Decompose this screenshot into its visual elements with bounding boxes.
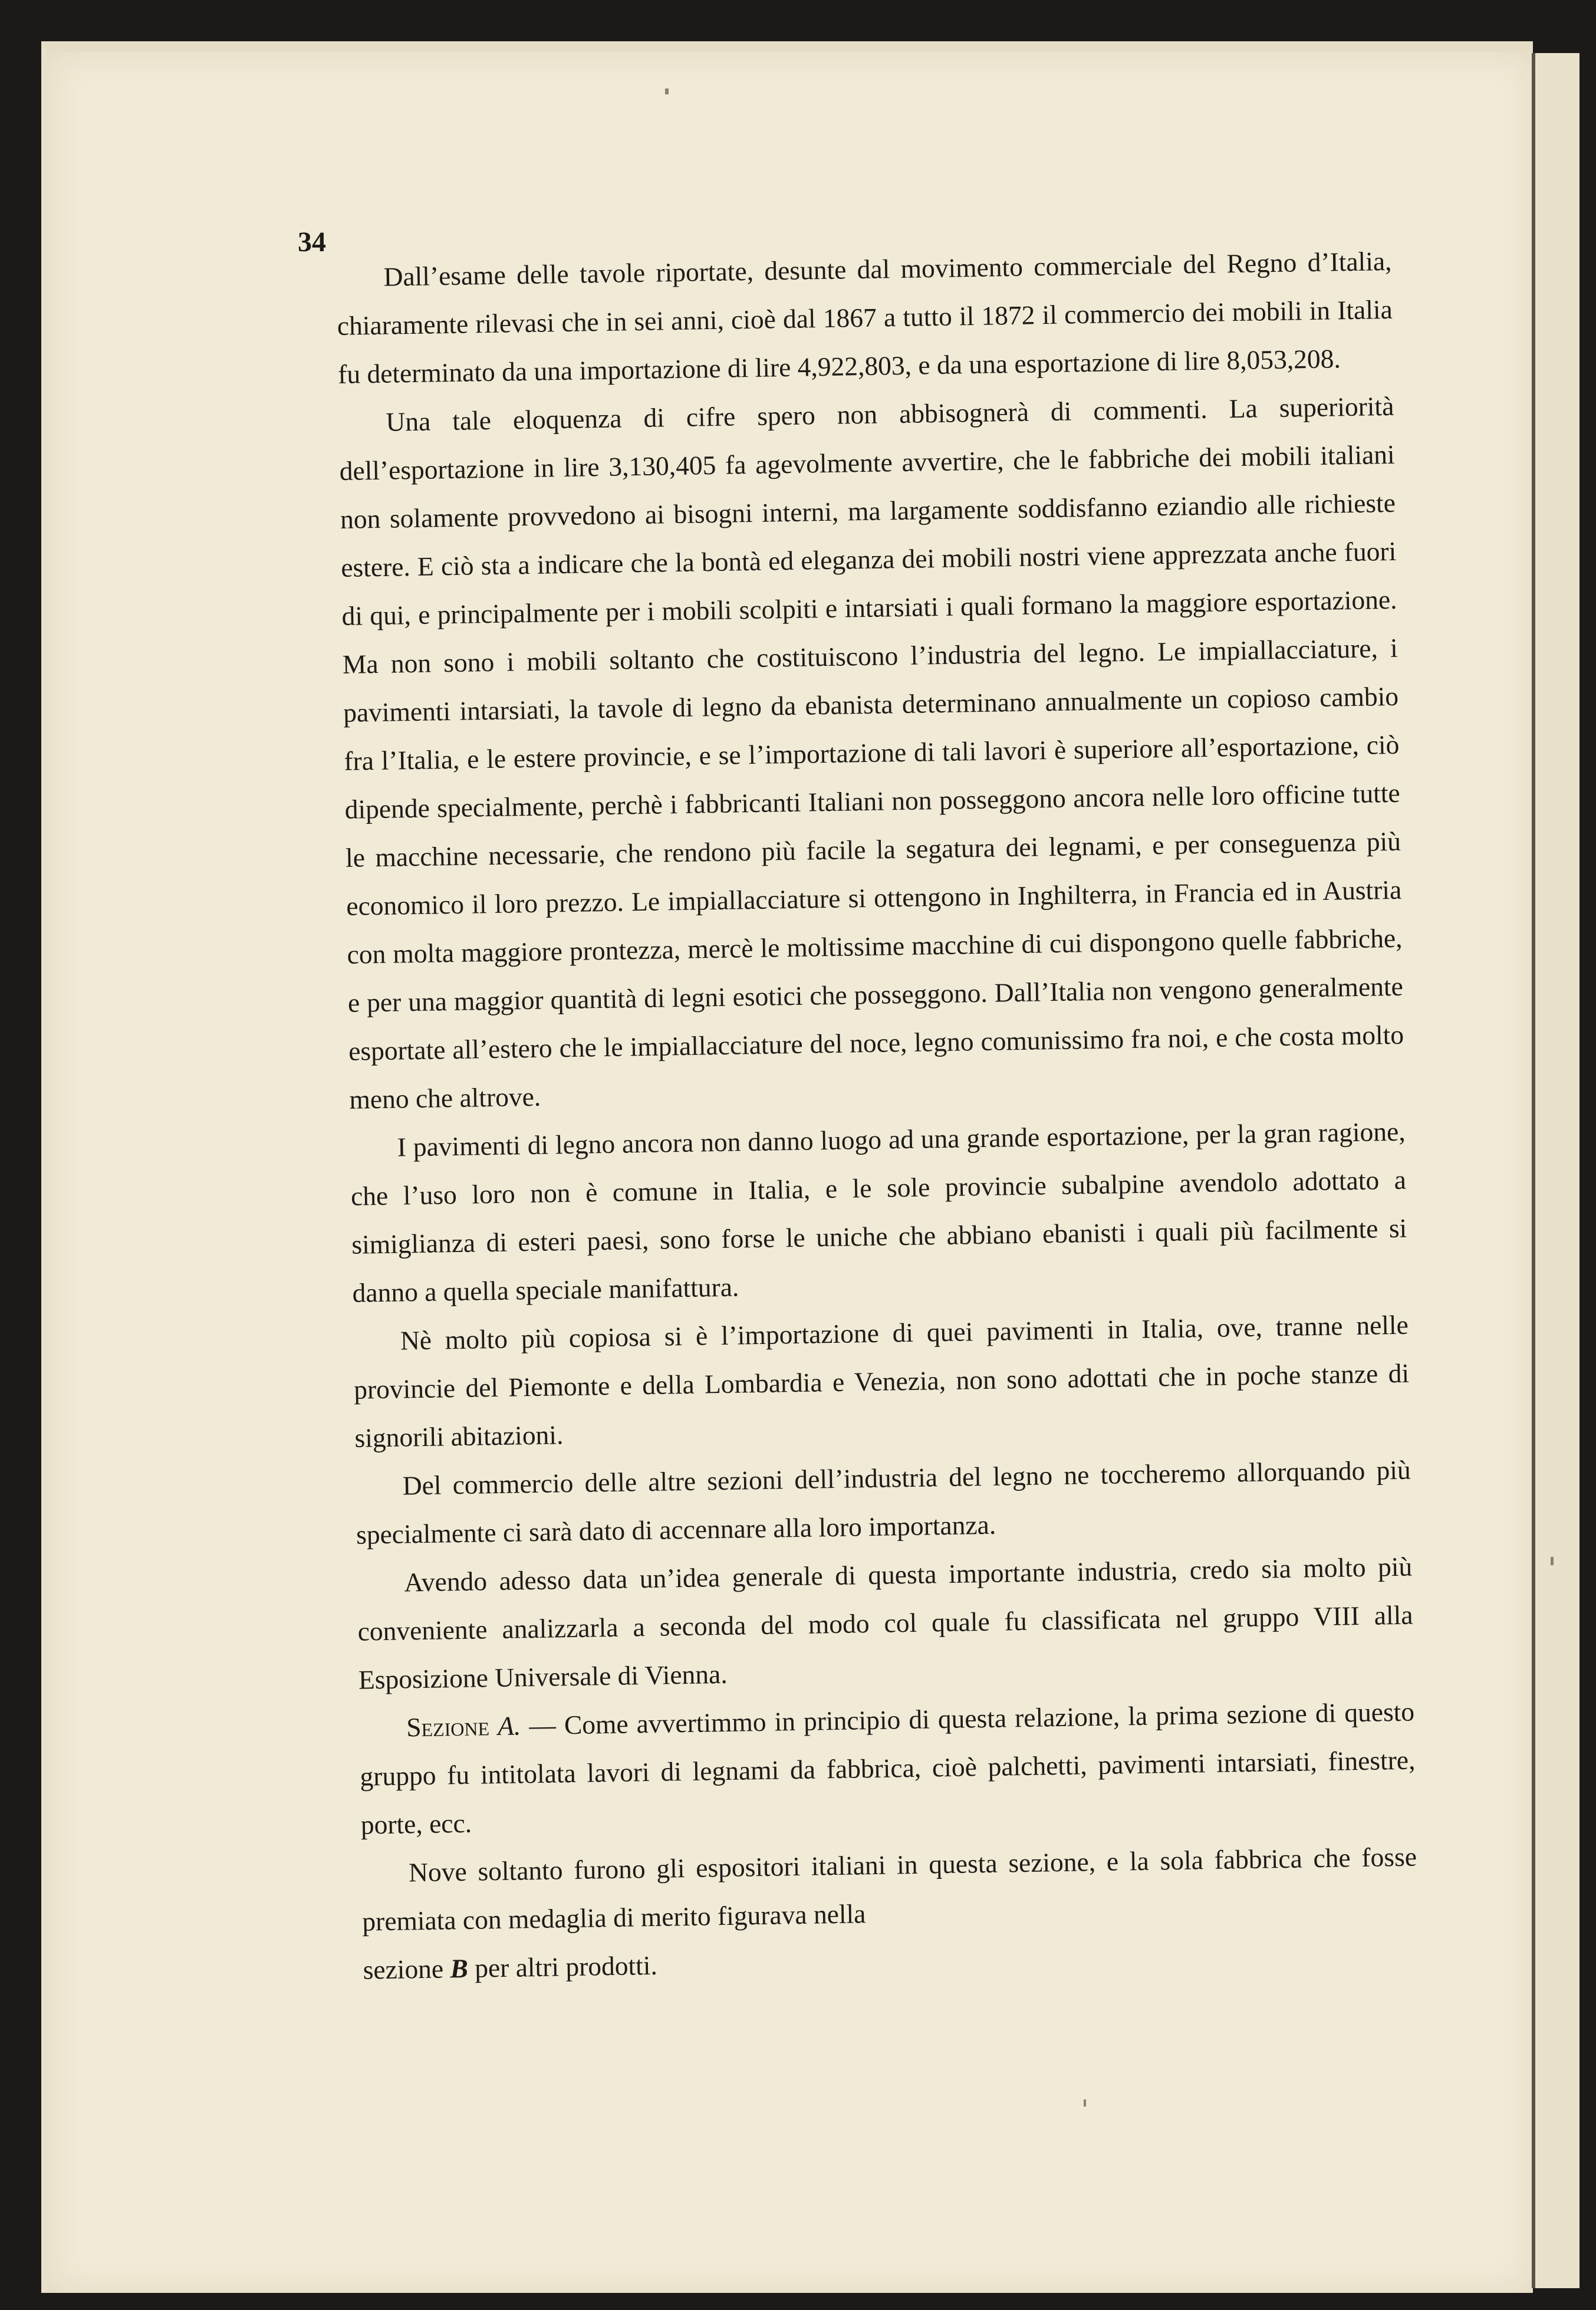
section-label: Sezione: [406, 1711, 490, 1743]
paper-speck: [1551, 1557, 1554, 1565]
paragraph: I pavimenti di legno ancora non danno luogo ad una grande esportazione, per la gran ragione, che l’uso loro non è comune in Italia, e le sole provincie subalpine avendolo adottato a simiglianza di esteri paesi, sono forse le uniche che abbiano ebanisti i quali più facilmente si danno a quella speciale manifattura.: [350, 1116, 1407, 1308]
section-letter: A.: [497, 1710, 521, 1741]
adjacent-page-edge: [1532, 53, 1579, 2288]
paragraph: Dall’esame delle tavole riportate, desunte dal movimento commerciale del Regno d’Italia, chiaramente rilevasi che in sei anni, cioè dal 1867 a tutto il 1872 il commercio dei mobili in Italia fu determinato da una importazione di lire 4,922,803, e da una esportazione di lire 8,053,208.: [337, 245, 1393, 389]
last-line-before: sezione: [363, 1953, 450, 1985]
section-text: — Come avvertimmo in principio di questa relazione, la prima sezione di questo gruppo fu intitolata lavori di legnami da fabbrica, cioè palchetti, pavimenti intarsiati, finestre, porte, ecc.: [360, 1696, 1416, 1840]
section-b-letter: B: [450, 1953, 469, 1984]
paragraph-nove: Nove soltanto furono gli espositori italiani in questa sezione, e la sola fabbrica che fosse premiata con medaglia di merito figurava nella: [362, 1841, 1417, 1937]
paragraph: Una tale eloquenza di cifre spero non abbisognerà di commenti. La superiorità dell’esportazione in lire 3,130,405 fa agevolmente avvertire, che le fabbriche dei mobili italiani non solamente provvedono ai bisogni interni, ma largamente soddisfanno eziandio alle richieste estere. E ciò sta a indicare che la bontà ed eleganza dei mobili nostri viene apprezzata anche fuori di qui, e principalmente per i mobili scolpiti e intarsiati i quali formano la maggiore esportazione. Ma non sono i mobili soltanto che costituiscono l’industria del legno. Le impiallacciature, i pavimenti intarsiati, la tavole di legno da ebanista determinano annualmente un copioso cambio fra l’Italia, e le estere provincie, e se l’importazione di tali lavori è superiore all’esportazione, ciò dipende specialmente, perchè i fabbricanti Italiani non posseggono ancora nelle loro officine tutte le macchine necessarie, che rendono più facile la segatura dei legnami, e per conseguenza più economico il loro prezzo. Le impiallacciature si ottengono in Inghilterra, in Francia ed in Austria con molta maggiore prontezza, mercè le moltissime macchine di cui dispongono quelle fabbriche, e per una maggior quantità di legni esotici che posseggono. Dall’Italia non vengono generalmente esportate all’estero che le impiallacciature del noce, legno comunissimo fra noi, e che costa molto meno che altrove.: [339, 390, 1404, 1115]
paragraph: Nè molto più copiosa si è l’importazione di quei pavimenti in Italia, ove, tranne nelle provincie del Piemonte e della Lombardia e Venezia, non sono adottati che in poche stanze di signorili abitazioni.: [353, 1309, 1410, 1453]
body-text: [336, 237, 1419, 1994]
section-a-paragraph: [359, 1688, 1417, 1849]
paper-speck: [665, 88, 669, 94]
last-line-after: per altri prodotti.: [468, 1950, 658, 1983]
paper-speck: [1084, 2099, 1086, 2107]
paragraph: Avendo adesso data un’idea generale di questa importante industria, credo sia molto più conveniente analizzarla a seconda del modo col quale fu classificata nel gruppo VIII alla Esposizione Universale di Vienna.: [357, 1551, 1413, 1695]
paragraph: Del commercio delle altre sezioni dell’industria del legno ne toccheremo allorquando più specialmente ci sarà dato di accennare alla loro importanza.: [356, 1454, 1411, 1550]
page-number: 34: [298, 226, 326, 258]
